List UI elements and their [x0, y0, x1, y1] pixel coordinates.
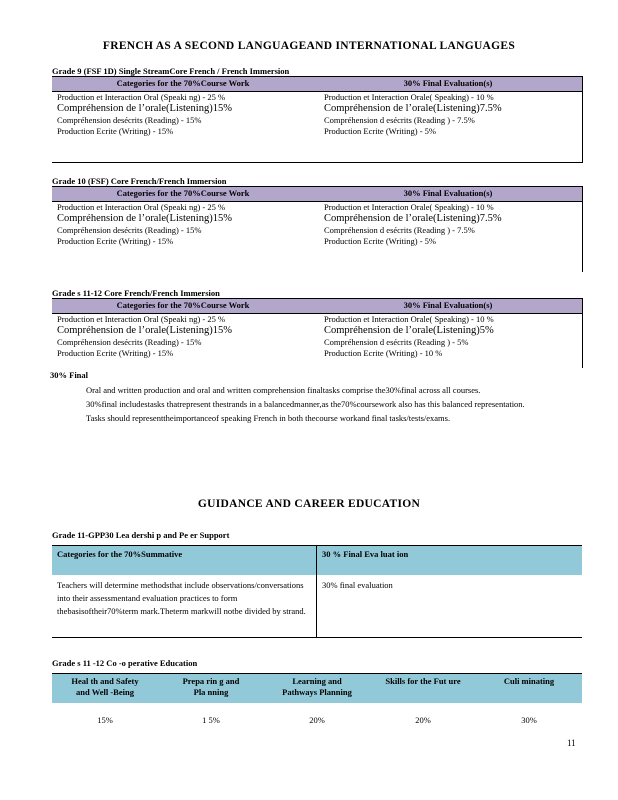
row-speaking: Production et Interaction Orale( Speaking) - 10 % — [323, 202, 494, 212]
header-line: and Well -Being — [76, 687, 134, 697]
row-writing: Production Ecrite (Writing) - 5% — [323, 236, 436, 246]
gce-grade-label: Grade 11-GPP30 Lea dershi p and Pe er Support — [52, 530, 230, 540]
row-writing: Production Ecrite (Writing) - 5% — [323, 126, 436, 136]
header-learning-pathways — [264, 674, 370, 703]
grade-10-label: Grade 10 (FSF) Core French/French Immersion — [52, 176, 227, 186]
header-health-safety — [52, 674, 158, 703]
row-speaking: Production et Interaction Orale( Speaking) - 10 % — [323, 314, 494, 324]
row-speaking: Production et Interaction Oral (Speaki ng) - 25 % — [57, 92, 226, 102]
bullet-text: Oral and written production and oral and written comprehension finaltasks comprise the30%final across all courses. — [86, 385, 481, 395]
final-evaluation-text: 30% final evaluation — [322, 580, 393, 590]
coop-table — [52, 673, 582, 725]
row-speaking: Production et Interaction Oral (Speaki ng) - 25 % — [57, 314, 226, 324]
table-header — [52, 546, 582, 575]
table-body — [52, 202, 582, 247]
list-item — [52, 383, 574, 397]
coop-grade-label: Grade s 11 -12 Co -o perative Education — [52, 658, 198, 668]
row-listening: Compréhension de l’orale(Listening)7.5% — [323, 103, 502, 114]
row-reading: Compréhension d esécrits (Reading ) - 5% — [323, 337, 469, 347]
fsl-title: FRENCH AS A SECOND LANGUAGEAND INTERNATIONAL LANGUAGES — [102, 40, 516, 52]
row-writing: Production Ecrite (Writing) - 15% — [57, 236, 174, 246]
header-line: Culi minating — [503, 676, 555, 686]
row-listening: Compréhension de l’orale(Listening)15% — [57, 325, 232, 336]
values-row — [52, 704, 582, 725]
value-preparing-planning: 1 5% — [202, 715, 220, 725]
bullet-icon — [52, 411, 86, 425]
row-writing: Production Ecrite (Writing) - 15% — [57, 348, 174, 358]
table-header — [52, 76, 582, 92]
grade-9-table — [52, 76, 583, 163]
value-skills-future: 20% — [415, 715, 431, 725]
bullet-icon — [52, 383, 86, 397]
row-reading: Compréhension d esécrits (Reading ) - 7.5% — [323, 115, 475, 125]
header-culminating — [476, 674, 582, 703]
header-line: Pathways Planning — [282, 687, 352, 697]
row-listening: Compréhension de l’orale(Listening)5% — [323, 325, 494, 336]
row-reading: Compréhension desécrits (Reading) - 15% — [57, 337, 202, 347]
table-header — [52, 674, 582, 704]
row-reading: Compréhension desécrits (Reading) - 15% — [57, 115, 202, 125]
table-body — [52, 314, 582, 359]
grade-10-table — [52, 186, 583, 272]
value-learning-pathways: 20% — [309, 715, 325, 725]
grade-11-12-label: Grade s 11-12 Core French/French Immersion — [52, 288, 220, 298]
header-skills-future — [370, 674, 476, 703]
row-writing: Production Ecrite (Writing) - 10 % — [323, 348, 443, 358]
coursework-column — [52, 202, 319, 247]
coursework-column — [52, 92, 319, 137]
value-health-safety: 15% — [97, 715, 113, 725]
col-70-header: Categories for the 70%Summative — [52, 546, 317, 575]
table-body — [52, 575, 582, 637]
bullet-icon — [52, 397, 86, 411]
final-column — [319, 92, 582, 137]
col-70-header: Categories for the 70%Course Work — [116, 300, 250, 310]
col-30-header: 30% Final Evaluation(s) — [403, 300, 493, 310]
table-header — [52, 186, 582, 202]
header-preparing-planning — [158, 674, 264, 703]
grade-9-label: Grade 9 (FSF 1D) Single StreamCore French / French Immersion — [52, 66, 290, 76]
col-30-header: 30% Final Evaluation(s) — [403, 188, 493, 198]
table-header — [52, 298, 582, 314]
header-line: Skills for the Fut ure — [385, 676, 461, 686]
gce-title: GUIDANCE AND CAREER EDUCATION — [197, 498, 421, 510]
final-notes-label: 30% Final — [50, 370, 89, 380]
coursework-column — [52, 314, 319, 359]
summative-description: Teachers will determine methodsthat include observations/conversations into their assessmentand evaluation practices to form thebasisoftheir70%term mark.Theterm markwill notbe divided by strand. — [52, 575, 317, 637]
final-column — [319, 202, 582, 247]
header-line: Prepa rin g and — [182, 676, 240, 686]
table-body — [52, 92, 582, 137]
row-reading: Compréhension d esécrits (Reading ) - 7.5% — [323, 225, 475, 235]
list-item — [52, 397, 574, 411]
bullet-text: Tasks should representtheimportanceof speaking French in both thecourse workand final tasks/tests/exams. — [86, 413, 451, 423]
page-number: 11 — [567, 738, 576, 748]
row-speaking: Production et Interaction Orale( Speaking) - 10 % — [323, 92, 494, 102]
row-listening: Compréhension de l’orale(Listening)7.5% — [323, 213, 502, 224]
final-notes-list — [52, 383, 574, 425]
value-culminating: 30% — [521, 715, 537, 725]
list-item — [52, 411, 574, 425]
header-line: Learning and — [292, 676, 342, 686]
col-70-header: Categories for the 70%Course Work — [116, 188, 250, 198]
final-column — [319, 314, 582, 359]
bullet-text: 30%final includestasks thatrepresent thestrands in a balancedmanner,as the70%coursework also has this balanced representation. — [86, 399, 525, 409]
grade-11-12-table — [52, 298, 583, 368]
col-30-header: 30% Final Evaluation(s) — [403, 78, 493, 88]
header-line: Heal th and Safety — [71, 676, 139, 686]
gce-table — [52, 545, 582, 638]
col-30-header: 30 % Final Eva luat ion — [322, 549, 409, 559]
row-speaking: Production et Interaction Oral (Speaki ng) - 25 % — [57, 202, 226, 212]
row-reading: Compréhension desécrits (Reading) - 15% — [57, 225, 202, 235]
row-listening: Compréhension de l’orale(Listening)15% — [57, 213, 232, 224]
row-writing: Production Ecrite (Writing) - 15% — [57, 126, 174, 136]
col-70-header: Categories for the 70%Course Work — [116, 78, 250, 88]
row-listening: Compréhension de l’orale(Listening)15% — [57, 103, 232, 114]
header-line: Pla nning — [193, 687, 229, 697]
